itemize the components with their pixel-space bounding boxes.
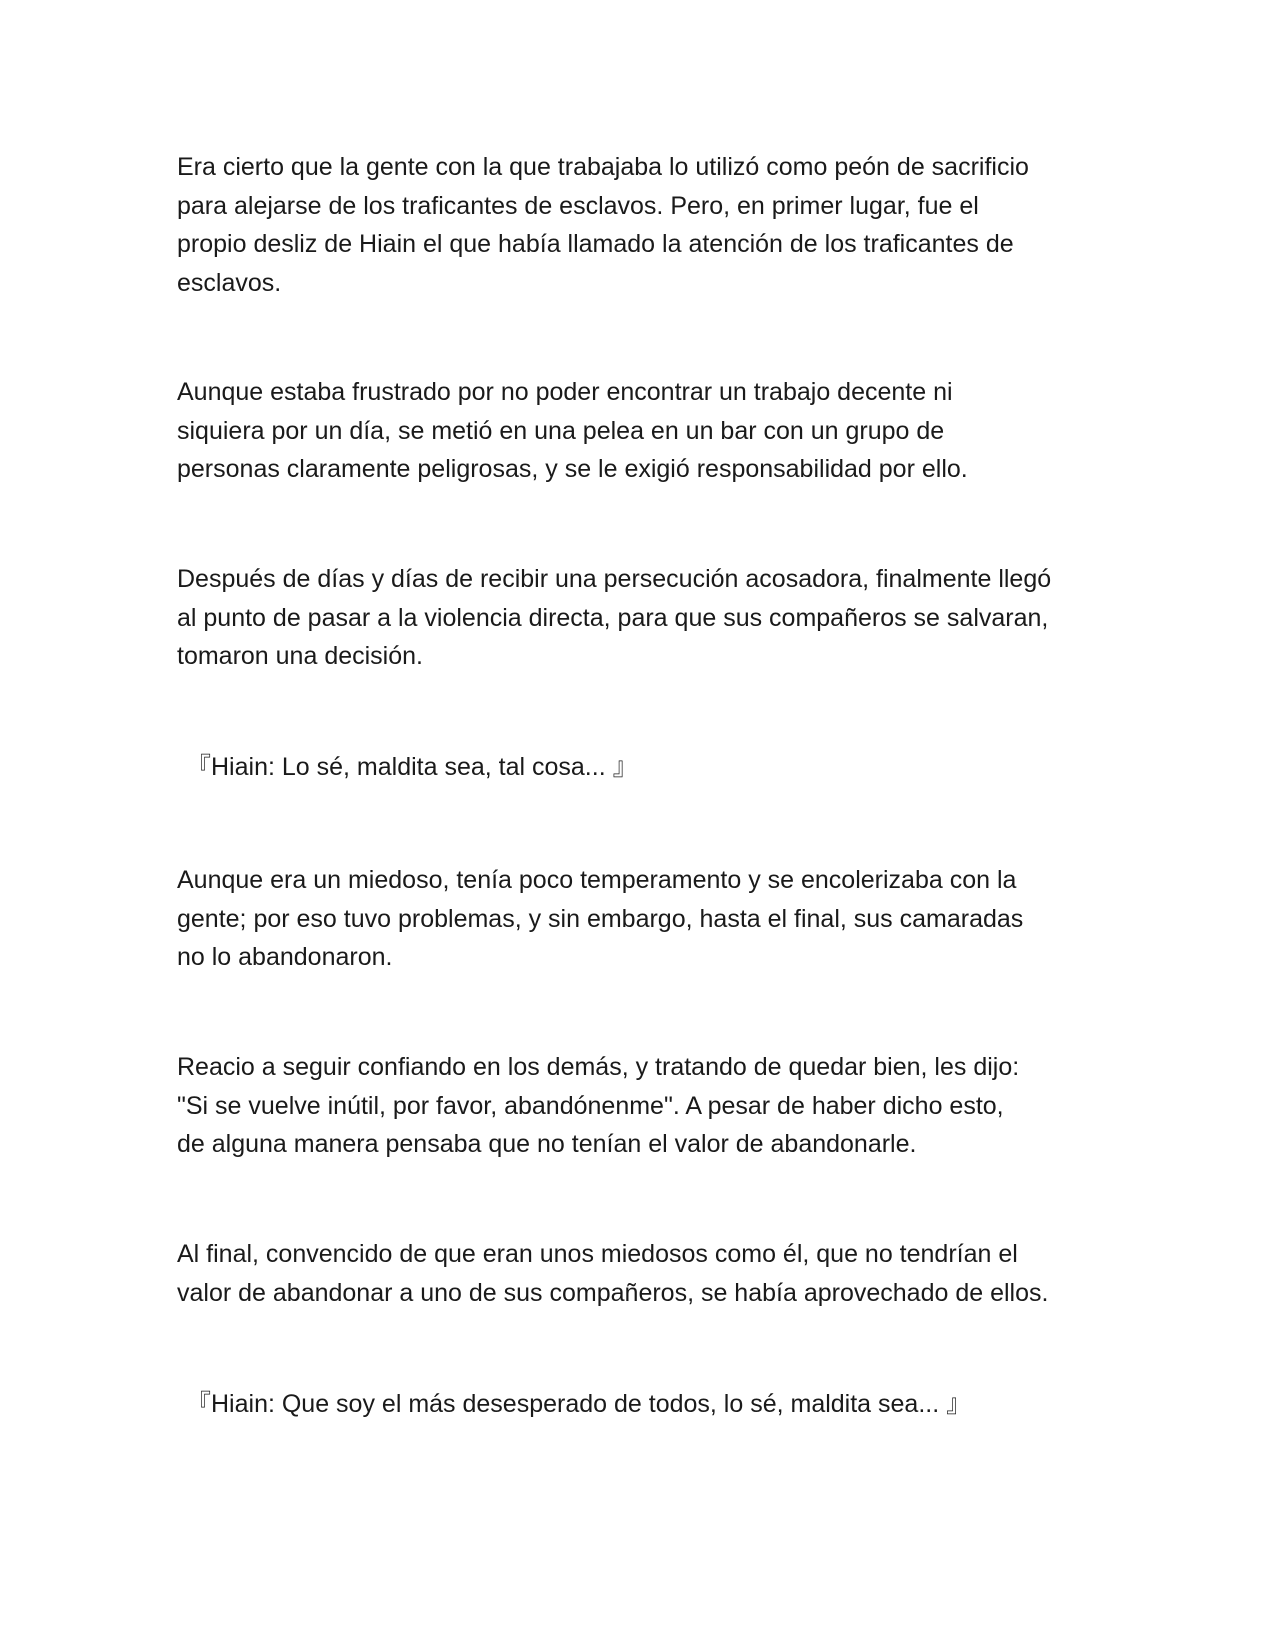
dialogue-2 <box>186 1385 1126 1424</box>
paragraph-line: Aunque era un miedoso, tenía poco temperamento y se encolerizaba con la <box>177 866 1017 894</box>
paragraph-line: Al final, convencido de que eran unos miedosos como él, que no tendrían el <box>177 1240 1018 1268</box>
paragraph-6 <box>177 1235 1117 1312</box>
paragraph-line: propio desliz de Hiain el que había llamado la atención de los traficantes de <box>177 230 1014 258</box>
paragraph-line: Era cierto que la gente con la que trabajaba lo utilizó como peón de sacrificio <box>177 153 1029 181</box>
paragraph-1 <box>177 148 1117 302</box>
paragraph-line: al punto de pasar a la violencia directa, para que sus compañeros se salvaran, <box>177 603 1049 632</box>
paragraph-line: valor de abandonar a uno de sus compañeros, se había aprovechado de ellos. <box>177 1278 1049 1307</box>
dialogue-1 <box>186 748 1126 787</box>
paragraph-line: Aunque estaba frustrado por no poder encontrar un trabajo decente ni <box>177 378 953 406</box>
paragraph-2 <box>177 373 1117 489</box>
paragraph-line: tomaron una decisión. <box>177 642 423 670</box>
paragraph-line: siquiera por un día, se metió en una pelea en un bar con un grupo de <box>177 416 945 445</box>
paragraph-line: para alejarse de los traficantes de esclavos. Pero, en primer lugar, fue el <box>177 191 979 220</box>
paragraph-line: Después de días y días de recibir una persecución acosadora, finalmente llegó <box>177 565 1052 593</box>
paragraph-line: esclavos. <box>177 268 282 297</box>
paragraph-line: de alguna manera pensaba que no tenían el valor de abandonarle. <box>177 1130 917 1158</box>
paragraph-line: no lo abandonaron. <box>177 943 393 971</box>
paragraph-line: Reacio a seguir confiando en los demás, y tratando de quedar bien, les dijo: <box>177 1053 1020 1081</box>
paragraph-3 <box>177 560 1117 676</box>
dialogue-line: 『Hiain: Lo sé, maldita sea, tal cosa... 』 <box>186 753 638 781</box>
paragraph-4 <box>177 861 1117 977</box>
paragraph-line: "Si se vuelve inútil, por favor, abandónenme". A pesar de haber dicho esto, <box>177 1091 1004 1120</box>
paragraph-line: personas claramente peligrosas, y se le exigió responsabilidad por ello. <box>177 455 968 483</box>
dialogue-line: 『Hiain: Que soy el más desesperado de todos, lo sé, maldita sea... 』 <box>186 1390 972 1418</box>
paragraph-line: gente; por eso tuvo problemas, y sin embargo, hasta el final, sus camaradas <box>177 904 1024 933</box>
paragraph-5 <box>177 1048 1117 1164</box>
